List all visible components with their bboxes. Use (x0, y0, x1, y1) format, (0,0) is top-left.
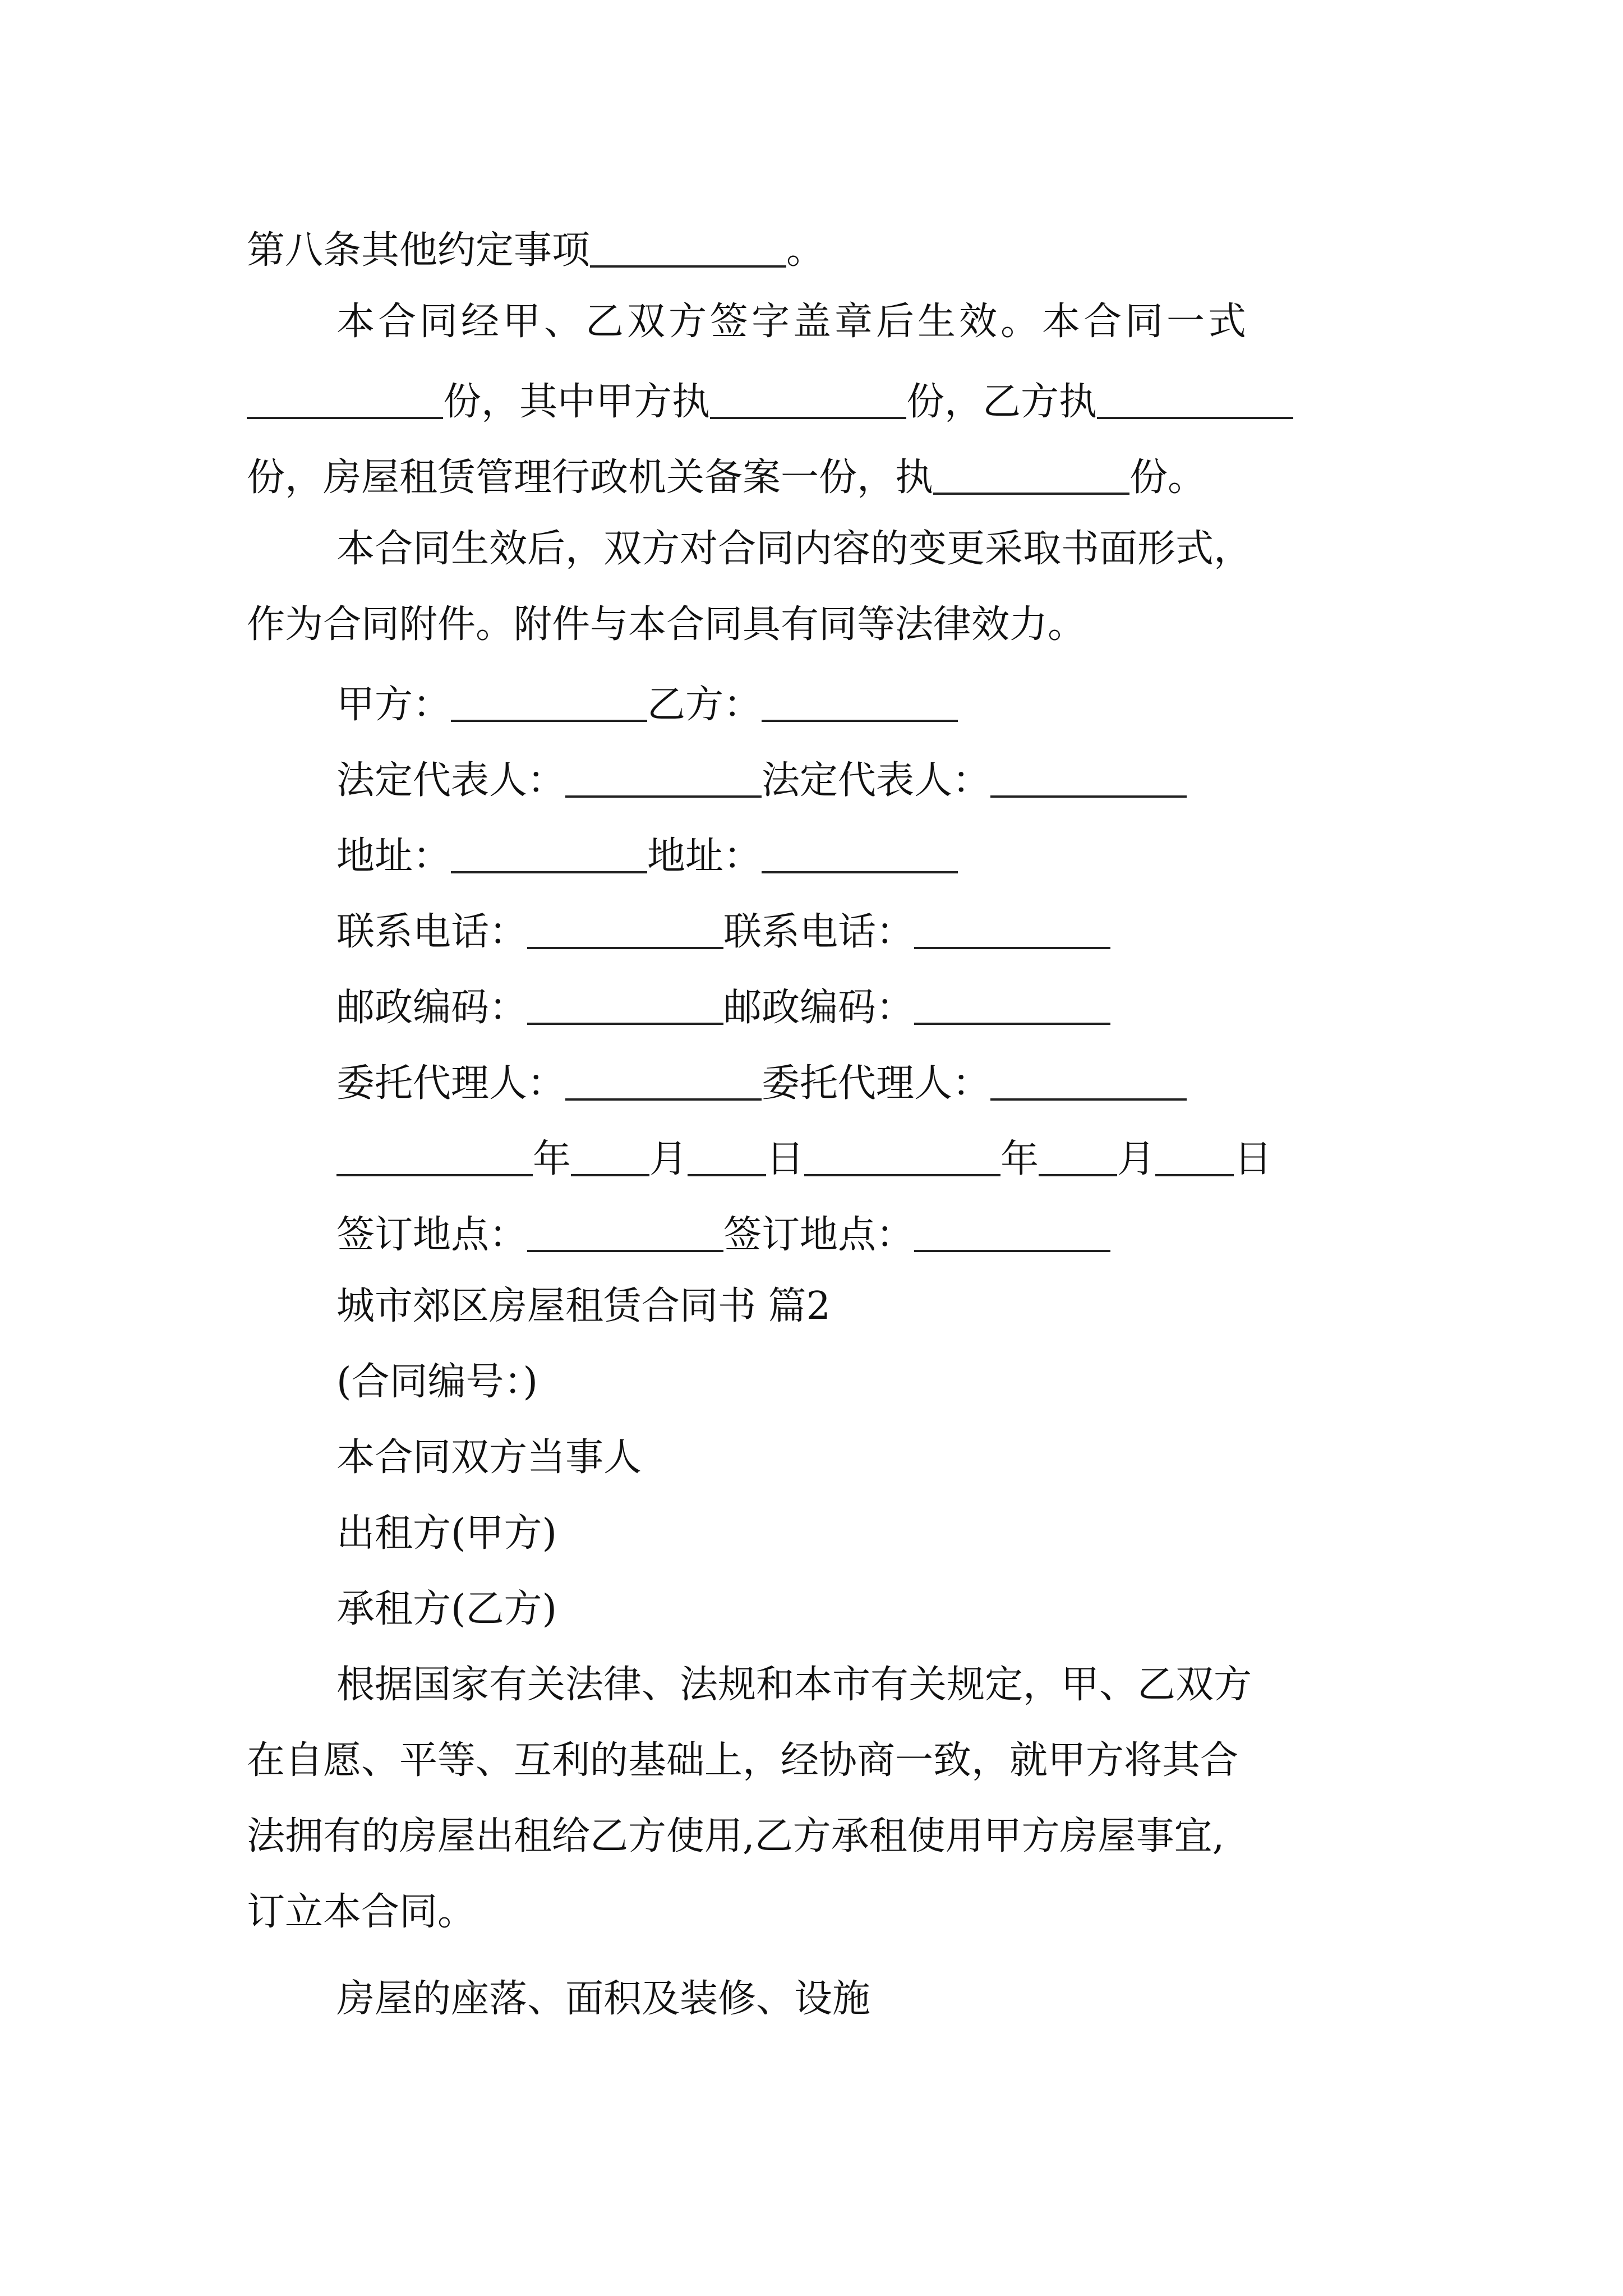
article-8-line: 第八条其他约定事项 。 (247, 228, 825, 273)
blank (1097, 379, 1293, 419)
blank (565, 757, 762, 798)
blank (527, 1212, 723, 1252)
blank (762, 682, 958, 722)
blank (336, 1136, 533, 1176)
blank (688, 1136, 766, 1176)
postcode-line: 邮政编码： 邮政编码： (336, 984, 1110, 1027)
intro-line-1: 根据国家有关法律、法规和本市有关规定，甲、乙双方 (336, 1663, 1252, 1707)
blank (914, 909, 1110, 949)
validity-paragraph-line-2: 份，其中甲方执 份，乙方执 (247, 379, 1293, 421)
blank (527, 909, 723, 949)
blank (527, 984, 723, 1025)
blank (565, 1060, 762, 1101)
intro-line-4: 订立本合同。 (247, 1890, 476, 1934)
contract-number: (合同编号：) (336, 1360, 538, 1404)
blank (590, 227, 786, 268)
blank (1155, 1136, 1234, 1176)
agent-line: 委托代理人： 委托代理人： (336, 1060, 1187, 1103)
intro-line-3: 法拥有的房屋出租给乙方使用,乙方承租使用甲方房屋事宜, (247, 1814, 1225, 1858)
amendment-paragraph-line-1: 本合同生效后，双方对合同内容的变更采取书面形式， (336, 527, 1252, 571)
legal-rep-line: 法定代表人： 法定代表人： (336, 757, 1187, 800)
contract-2-title: 城市郊区房屋租赁合同书 篇2 (336, 1284, 831, 1328)
blank (451, 682, 647, 722)
blank (762, 833, 958, 873)
validity-paragraph-line-1: 本合同经甲、乙双方签字盖章后生效。本合同一式 (336, 300, 1250, 344)
lessee-label: 承租方(乙方) (336, 1587, 557, 1631)
amendment-paragraph-line-2: 作为合同附件。附件与本合同具有同等法律效力。 (247, 602, 1086, 647)
blank (451, 833, 647, 873)
blank (247, 379, 443, 419)
section-heading: 房屋的座落、面积及装修、设施 (336, 1977, 871, 2021)
blank (990, 1060, 1187, 1101)
blank (1039, 1136, 1117, 1176)
blank (990, 757, 1187, 798)
party-line: 甲方： 乙方： (336, 682, 958, 724)
blank (914, 984, 1110, 1025)
date-line: 年 月 日 年 月 日 (336, 1136, 1272, 1179)
phone-line: 联系电话： 联系电话： (336, 909, 1110, 951)
parties-heading: 本合同双方当事人 (336, 1435, 642, 1480)
place-line: 签订地点： 签订地点： (336, 1212, 1110, 1254)
blank (914, 1212, 1110, 1252)
validity-paragraph-line-3: 份，房屋租赁管理行政机关备案一份，执 份。 (247, 455, 1206, 500)
blank (804, 1136, 1000, 1176)
blank (710, 379, 906, 419)
address-line: 地址： 地址： (336, 833, 958, 876)
blank (933, 454, 1129, 495)
lessor-label: 出租方(甲方) (336, 1511, 557, 1556)
intro-line-2: 在自愿、平等、互利的基础上，经协商一致，就甲方将其合 (247, 1738, 1239, 1783)
blank (571, 1136, 649, 1176)
